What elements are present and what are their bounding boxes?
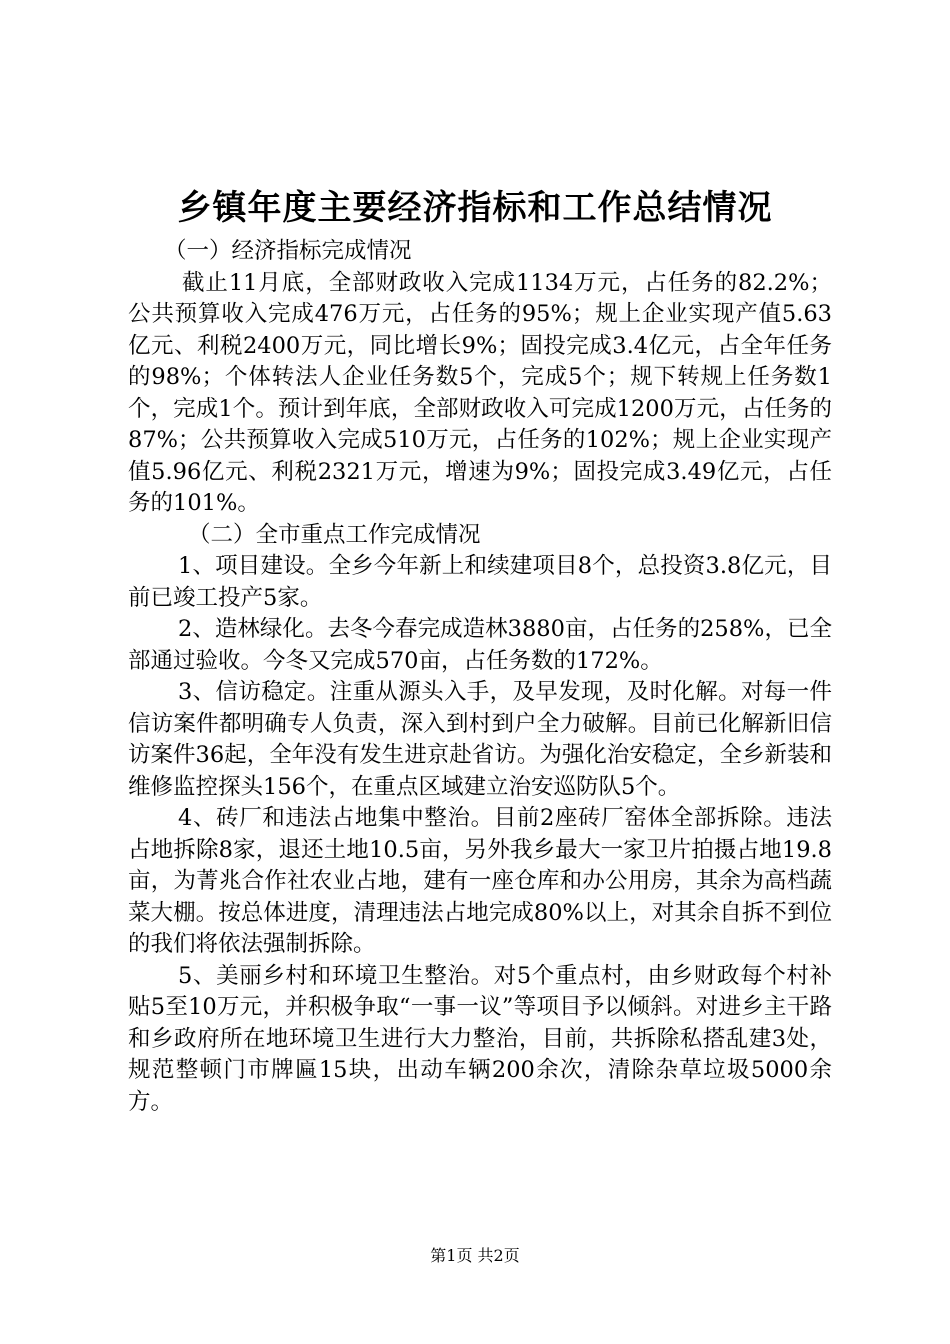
key-work-item-brickyard-land-rectification: 4、砖厂和违法占地集中整治。目前2座砖厂窑体全部拆除。违法占地拆除8家，退还土地10.5亩，另外我乡最大一家卫片拍摄占地19.8亩，为菁兆合作社农业占地，建有一座仓库和办公用房，其余为高档蔬菜大棚。按总体进度，清理违法占地完成80%以上，对其余自拆不到位的我们将依法强制拆除。 (128, 805, 832, 957)
key-work-item-project-construction: 1、项目建设。全乡今年新上和续建项目8个，总投资3.8亿元，目前已竣工投产5家。 (128, 553, 832, 611)
key-work-item-petition-stability: 3、信访稳定。注重从源头入手，及早发现，及时化解。对每一件信访案件都明确专人负责，深入到村到户全力破解。目前已化解新旧信访案件36起，全年没有发生进京赴省访。为强化治安稳定，全乡新装和维修监控探头156个，在重点区域建立治安巡防队5个。 (128, 679, 832, 800)
key-work-item-beautiful-village: 5、美丽乡村和环境卫生整治。对5个重点村，由乡财政每个村补贴5至10万元，并积极争取“一事一议”等项目予以倾斜。对进乡主干路和乡政府所在地环境卫生进行大力整治，目前，共拆除私搭乱建3处，规范整顿门市牌匾15块，出动车辆200余次，清除杂草垃圾5000余方。 (128, 962, 832, 1115)
document-title: 乡镇年度主要经济指标和工作总结情况 (177, 188, 773, 228)
page-number-footer: 第1页 共2页 (430, 1246, 520, 1265)
document-body (128, 236, 832, 1118)
economic-indicators-paragraph: 截止11月底，全部财政收入完成1134万元，占任务的82.2%；公共预算收入完成476万元，占任务的95%；规上企业实现产值5.63亿元、利税2400万元，同比增长9%；固投完成3.4亿元，占全年任务的98%；个体转法人企业任务数5个，完成5个；规下转规上任务数1个，完成1个。预计到年底，全部财政收入可完成1200万元，占任务的87%；公共预算收入完成510万元，占任务的102%；规上企业实现产值5.96亿元、利税2321万元，增速为9%；固投完成3.49亿元，占任务的101%。 (128, 269, 832, 516)
section-heading-economic-indicators: （一）经济指标完成情况 (164, 238, 412, 264)
section-heading-key-work: （二）全市重点工作完成情况 (188, 521, 481, 548)
key-work-item-afforestation: 2、造林绿化。去冬今春完成造林3880亩，占任务的258%，已全部通过验收。今冬又完成570亩，占任务数的172%。 (128, 616, 832, 674)
